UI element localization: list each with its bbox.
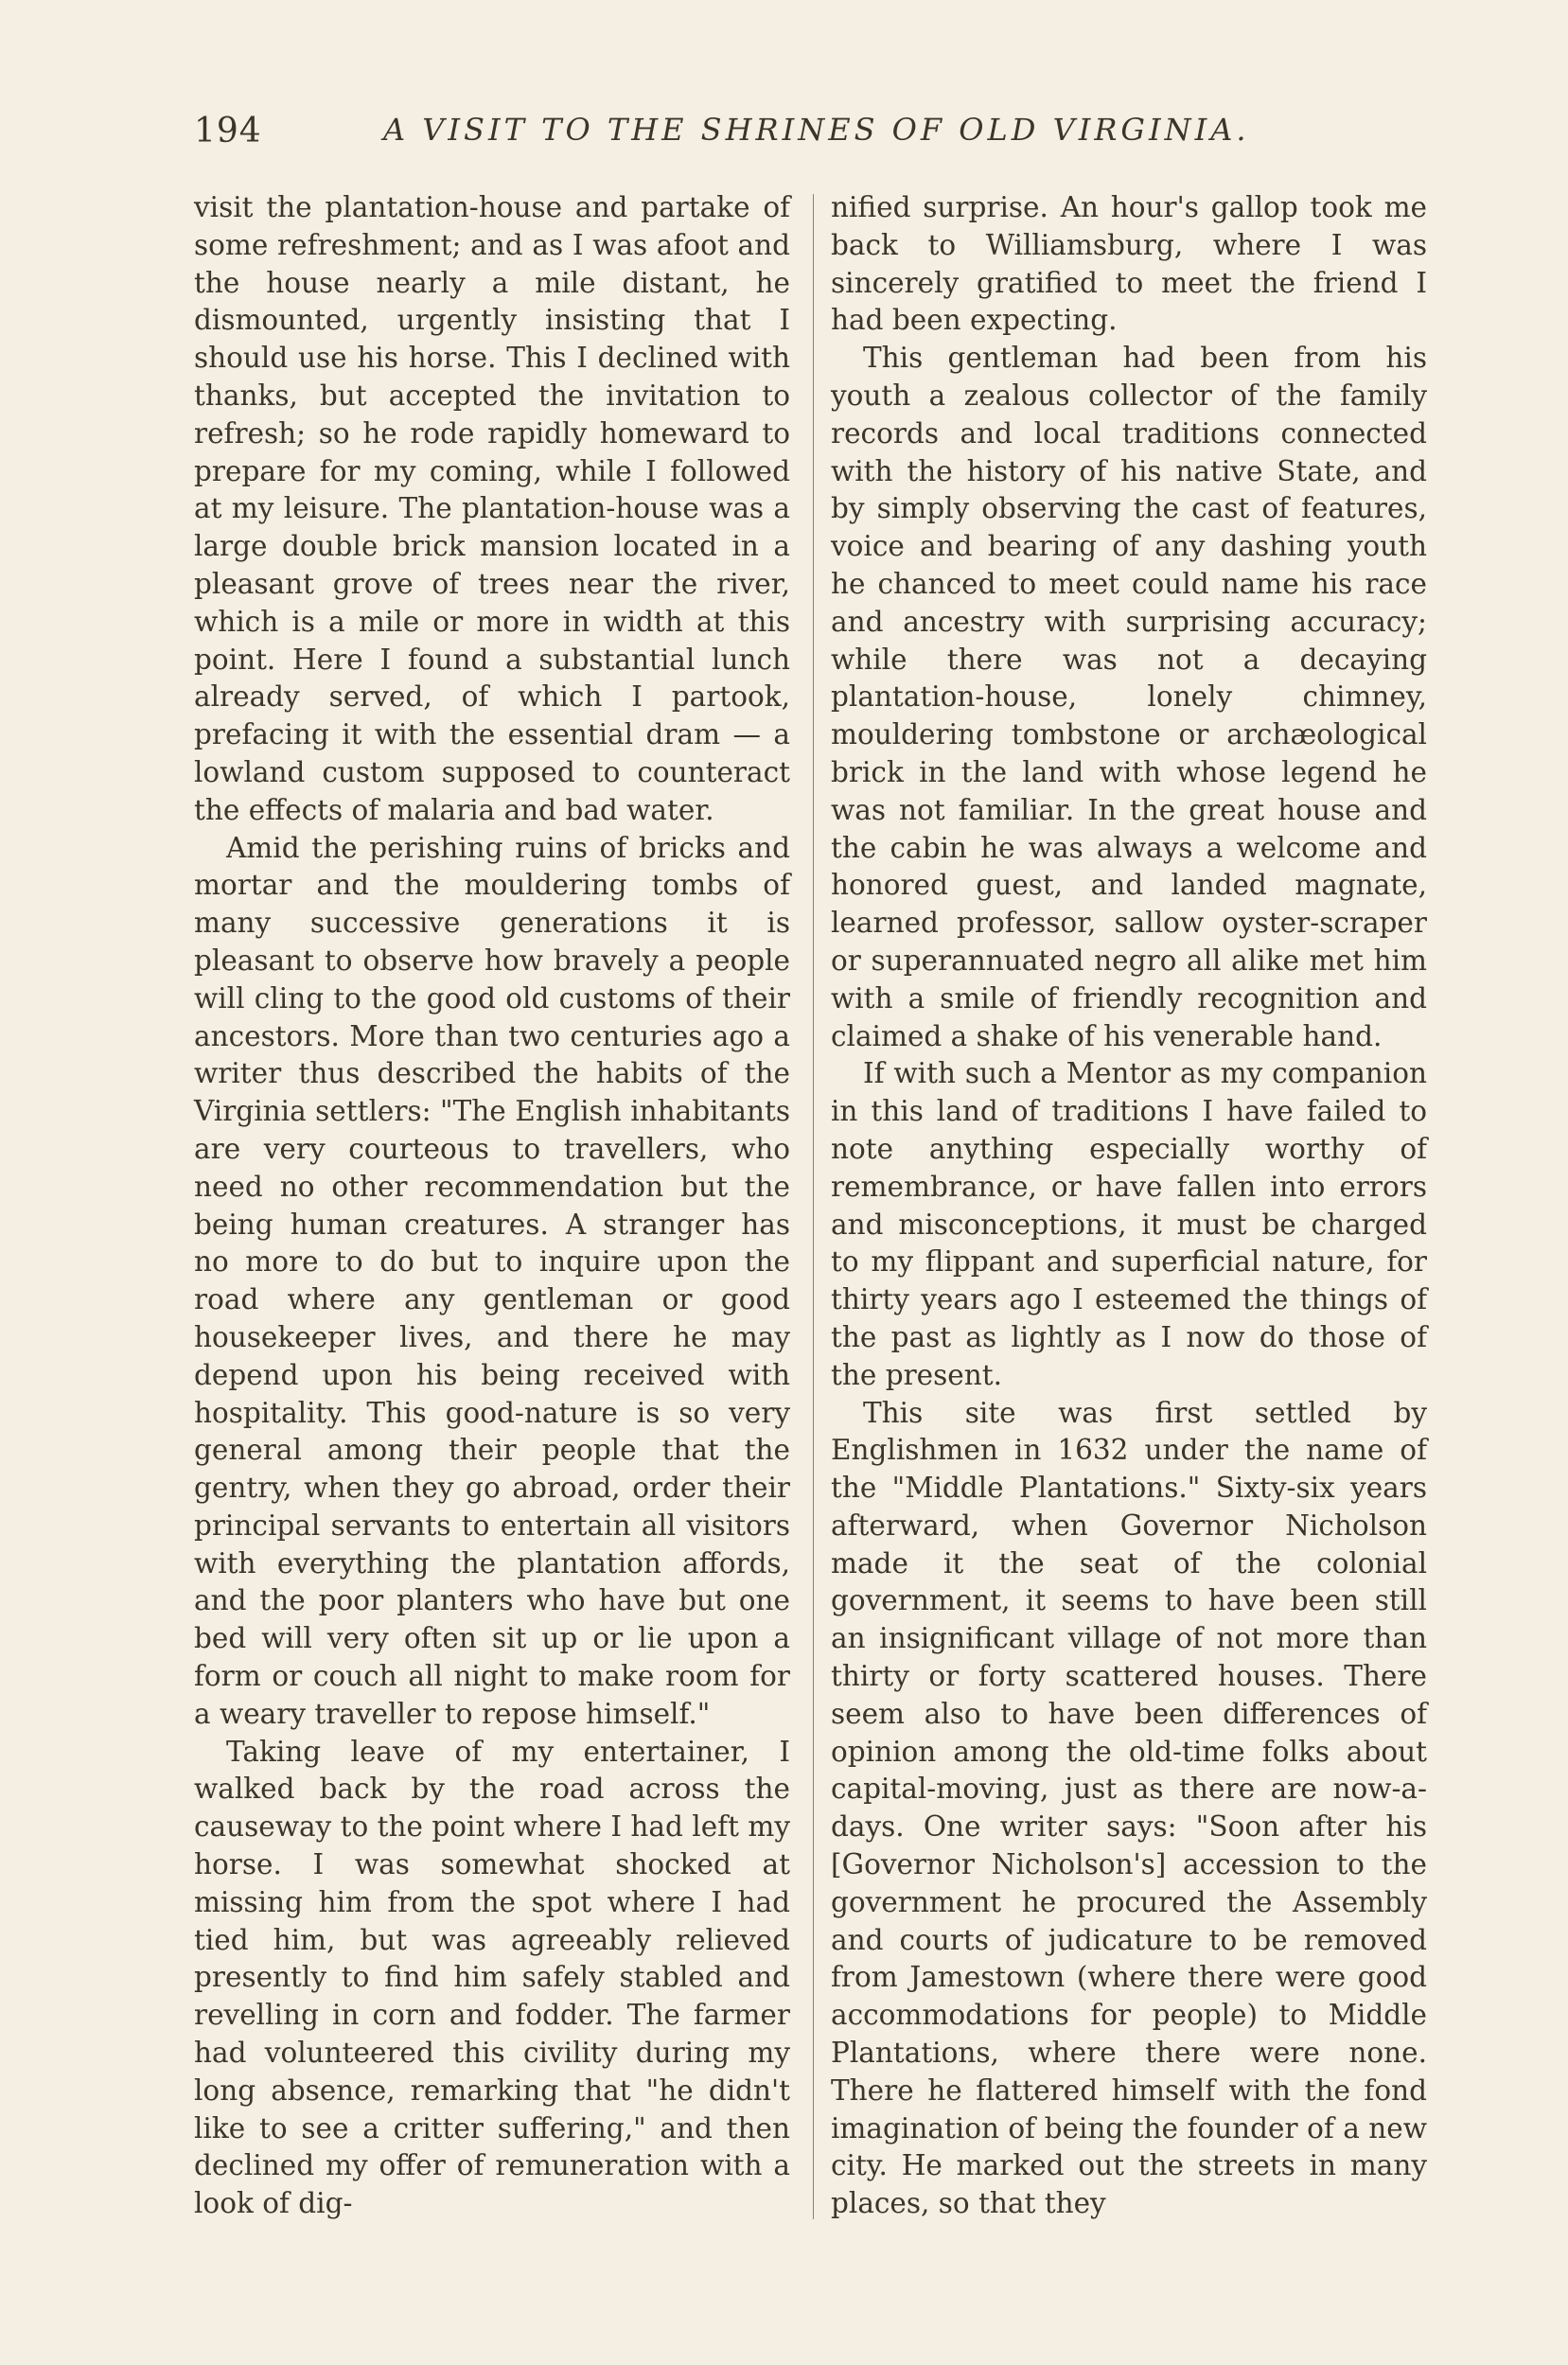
paragraph: visit the plantation-house and partake of some refreshment; and as I was afoot and the house nearly a mile distant, he dismounted, urgently insisting that I should use his horse. This I declined with thanks, but accepted the invitation to refresh; so he rode rapidly homeward to prepare for my coming, while I followed at my leisure. The plantation-house was a large double brick mansion located in a pleasant grove of trees near the river, which is a mile or more in width at this point. Here I found a substantial lunch already served, of which I partook, prefacing it with the essential dram — a lowland custom supposed to counteract the effects of malaria and bad water. <box>194 191 790 826</box>
left-column <box>194 189 790 2223</box>
paragraph: Amid the perishing ruins of bricks and mortar and the mouldering tombs of many successive generations it is pleasant to observe how bravely a people will cling to the good old customs of their ancestors. More than two centuries ago a writer thus described the habits of the Virginia settlers: "The English inhabitants are very courteous to travellers, who need no other recommendation but the being human creatures. A stranger has no more to do but to inquire upon the road where any gentleman or good housekeeper lives, and there he may depend upon his being received with hospitality. This good-nature is so very general among their people that the gentry, when they go abroad, order their principal servants to entertain all visitors with everything the plantation affords, and the poor planters who have but one bed will very often sit up or lie upon a form or couch all night to make room for a weary traveller to repose himself." <box>194 831 790 1730</box>
paragraph: This site was first settled by Englishmen in 1632 under the name of the "Middle Plantations." Sixty-six years afterward, when Governor Nicholson made it the seat of the colonial government, it seems to have been still an insignificant village of not more than thirty or forty scattered houses. There seem also to have been differences of opinion among the old-time folks about capital-moving, just as there are now-a-days. One writer says: "Soon after his [Governor Nicholson's] accession to the government he procured the Assembly and courts of judicature to be removed from Jamestown (where there were good accommodations for people) to Middle Plantations, where there were none. There he flattered himself with the fond imagination of being the founder of a new city. He marked out the streets in many places, so that they <box>831 1396 1427 2220</box>
paragraph: This gentleman had been from his youth a zealous collector of the family records and local traditions connected with the history of his native State, and by simply observing the cast of features, voice and bearing of any dashing youth he chanced to meet could name his race and ancestry with surprising accuracy; while there was not a decaying plantation-house, lonely chimney, mouldering tombstone or archæological brick in the land with whose legend he was not familiar. In the great house and the cabin he was always a welcome and honored guest, and landed magnate, learned professor, sallow oyster-scraper or superannuated negro all alike met him with a smile of friendly recognition and claimed a shake of his venerable hand. <box>831 342 1427 1052</box>
running-title: A VISIT TO THE SHRINES OF OLD VIRGINIA. <box>383 112 1250 148</box>
page-number: 194 <box>194 112 262 150</box>
column-divider <box>813 194 814 2219</box>
paragraph: Taking leave of my entertainer, I walked back by the road across the causeway to the point where I had left my horse. I was somewhat shocked at missing him from the spot where I had tied him, but was agreeably relieved presently to find him safely stabled and revelling in corn and fodder. The farmer had volunteered this civility during my long absence, remarking that "he didn't like to see a critter suffering," and then declined my offer of remuneration with a look of dig- <box>194 1735 790 2220</box>
right-column <box>831 189 1427 2223</box>
page-header <box>194 112 1273 168</box>
paragraph: If with such a Mentor as my companion in this land of traditions I have failed to note anything especially worthy of remembrance, or have fallen into errors and misconceptions, it must be charged to my flippant and superficial nature, for thirty years ago I esteemed the things of the past as lightly as I now do those of the present. <box>831 1057 1427 1391</box>
paragraph: nified surprise. An hour's gallop took me back to Williamsburg, where I was sincerely gratified to meet the friend I had been expecting. <box>831 191 1427 337</box>
